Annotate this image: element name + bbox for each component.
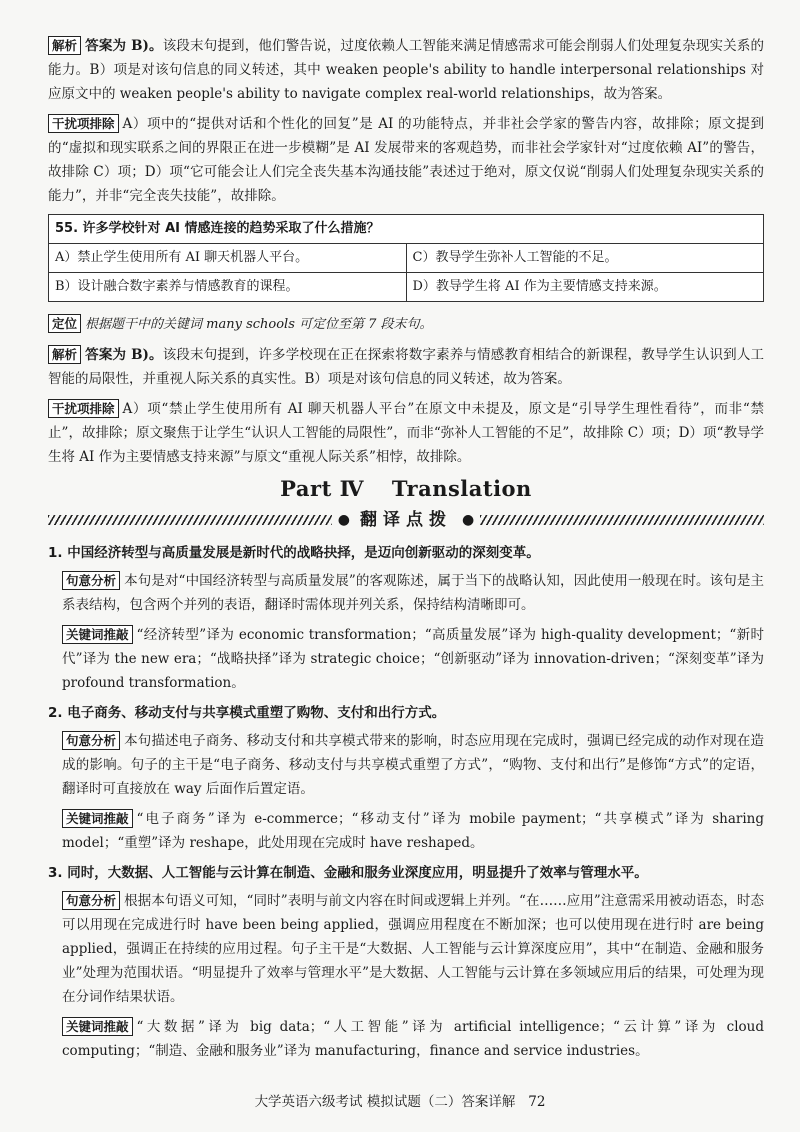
option-b: B）设计融合数字素养与情感教育的课程。: [55, 279, 299, 294]
locate-text: 根据题干中的关键词 many schools 可定位至第 7 段末句。: [85, 317, 433, 332]
option-a: A）禁止学生使用所有 AI 聊天机器人平台。: [55, 250, 309, 265]
analysis-tag: 解析: [48, 36, 81, 55]
part-name: Translation: [391, 476, 532, 501]
distractor-tag: 干扰项排除: [48, 399, 119, 418]
item-3-body: [62, 889, 764, 1063]
answer-label: 答案为 B)。: [85, 38, 163, 54]
sentence-analysis-tag: 句意分析: [62, 571, 120, 590]
sentence-analysis-tag: 句意分析: [62, 731, 120, 750]
q55-analysis: [48, 343, 764, 391]
hatch-divider: [48, 515, 332, 525]
q54-analysis: [48, 34, 764, 106]
question-55-box: [48, 214, 764, 302]
option-d: D）教导学生将 AI 作为主要情感支持来源。: [406, 273, 764, 301]
distractor-text: A）项“禁止学生使用所有 AI 聊天机器人平台”在原文中未提及，原文是“引导学生理性看待”，而非“禁止”，故排除；原文聚焦于让学生“认识人工智能的局限性”，而非“弥补人工智能的不足”，故排除 C）项；D）项“教导学生将 AI 作为主要情感支持来源”与原文“重视人际关系”相悖，故排除。: [48, 401, 764, 465]
option-c: C）教导学生弥补人工智能的不足。: [406, 244, 764, 272]
sentence-analysis-text: 根据本句语义可知，“同时”表明与前文内容在时间或逻辑上并列。“在……应用”注意需采用被动语态，时态可以用现在完成进行时 have been being applied，强调应用程度在不断加深；也可以使用现在进行时 are being applied，强调正在持续的应用过程。句子主干是“大数据、人工智能与云计算深度应用”，其中“在制造、金融和服务业”处理为范围状语。“明显提升了效率与管理水平”是大数据、人工智能与云计算在多领域应用后的结果，可处理为现在分词作结果状语。: [62, 893, 764, 1005]
q55-distractor: [48, 397, 764, 469]
answer-label: 答案为 B)。: [85, 347, 163, 363]
item-2-title: 2. 电子商务、移动支付与共享模式重塑了购物、支付和出行方式。: [48, 705, 446, 721]
section-banner: [48, 507, 764, 533]
keyword-text: “大数据”译为 big data；“人工智能”译为 artificial intelligence；“云计算”译为 cloud computing；“制造、金融和服务业”译为 manufacturing，finance and service industries。: [62, 1019, 764, 1059]
keyword-tag: 关键词推敲: [62, 809, 133, 828]
q55-locate: [48, 312, 764, 337]
locate-tag: 定位: [48, 314, 81, 333]
analysis-tag: 解析: [48, 345, 81, 364]
sentence-analysis-text: 本句描述电子商务、移动支付和共享模式带来的影响，时态应用现在完成时，强调已经完成的动作对现在造成的影响。句子的主干是“电子商务、移动支付与共享模式重塑了方式”，“购物、支付和出行”是修饰“方式”的定语，翻译时可直接放在 way 后面作后置定语。: [62, 733, 764, 797]
analysis-text: 该段末句提到，他们警告说，过度依赖人工智能来满足情感需求可能会削弱人们处理复杂现实关系的能力。B）项是对该句信息的同义转述，其中 weaken people's ability to handle interpersonal relationships 对应原文中的 weaken people's ability to navigate complex real-world relationships，故为答案。: [48, 38, 764, 102]
footer-title: 大学英语六级考试 模拟试题（二）答案详解: [254, 1094, 516, 1110]
keyword-text: “电子商务”译为 e-commerce；“移动支付”译为 mobile payment；“共享模式”译为 sharing model；“重塑”译为 reshape，此处用现在完成时 have reshaped。: [62, 811, 764, 851]
q54-distractor: [48, 112, 764, 208]
distractor-tag: 干扰项排除: [48, 114, 119, 133]
item-3-analysis: [62, 889, 764, 1009]
part-heading: [48, 477, 764, 501]
page-content: [48, 34, 764, 1069]
part-label: Part Ⅳ: [280, 476, 364, 501]
bullet-icon: ●: [462, 512, 475, 528]
keyword-text: “经济转型”译为 economic transformation；“高质量发展”译为 high-quality development；“新时代”译为 the new era；“战略抉择”译为 strategic choice；“创新驱动”译为 innovation-driven；“深刻变革”译为 profound transformation。: [62, 627, 764, 691]
question-55-title: 55. 许多学校针对 AI 情感连接的趋势采取了什么措施？: [49, 215, 763, 244]
page-footer: [0, 1090, 800, 1114]
item-1-title: 1. 中国经济转型与高质量发展是新时代的战略抉择，是迈向创新驱动的深刻变革。: [48, 545, 540, 561]
item-2-keywords: [62, 807, 764, 855]
hatch-divider: [480, 515, 764, 525]
item-2-body: [62, 729, 764, 855]
item-1-analysis: [62, 569, 764, 617]
page-number: 72: [528, 1094, 546, 1110]
distractor-text: A）项中的“提供对话和个性化的回复”是 AI 的功能特点，并非社会学家的警告内容，故排除；原文提到的“虚拟和现实联系之间的界限正在进一步模糊”是 AI 发展带来的客观趋势，而非社会学家针对“过度依赖 AI”的警告，故排除 C）项；D）项“它可能会让人们完全丧失基本沟通技能”表述过于绝对，原文仅说“削弱人们处理复杂现实关系的能力”，并非“完全丧失技能”，故排除。: [48, 116, 764, 204]
item-3-keywords: [62, 1015, 764, 1063]
sentence-analysis-text: 本句是对“中国经济转型与高质量发展”的客观陈述，属于当下的战略认知，因此使用一般现在时。该句是主系表结构，包含两个并列的表语，翻译时需体现并列关系，保持结构清晰即可。: [62, 573, 764, 613]
keyword-tag: 关键词推敲: [62, 1017, 133, 1036]
item-1-body: [62, 569, 764, 695]
options-row: [49, 244, 763, 273]
item-3-title: 3. 同时，大数据、人工智能与云计算在制造、金融和服务业深度应用，明显提升了效率与管理水平。: [48, 865, 648, 881]
bullet-icon: ●: [337, 512, 350, 528]
options-row: [49, 273, 763, 301]
item-1-keywords: [62, 623, 764, 695]
sentence-analysis-tag: 句意分析: [62, 891, 120, 910]
analysis-text: 该段末句提到，许多学校现在正在探索将数字素养与情感教育相结合的新课程，教导学生认识到人工智能的局限性，并重视人际关系的真实性。B）项是对该句信息的同义转述，故为答案。: [48, 347, 764, 387]
keyword-tag: 关键词推敲: [62, 625, 133, 644]
banner-title: 翻译点拨: [360, 510, 452, 530]
item-2-analysis: [62, 729, 764, 801]
